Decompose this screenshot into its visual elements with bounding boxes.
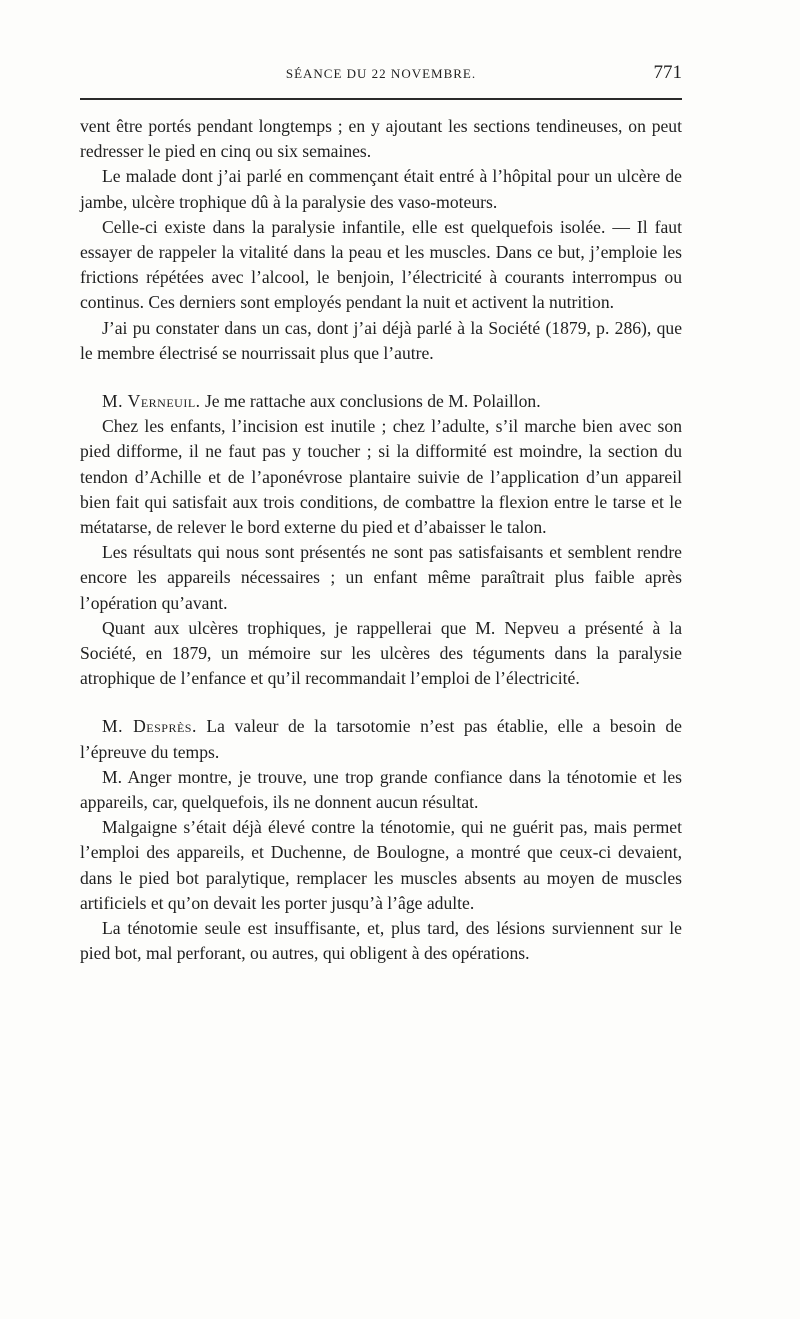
speech-paragraph: [80, 714, 682, 764]
speech-text: La valeur de la tarsotomie n’est pas établie, elle a besoin de l’épreuve du temps.: [80, 716, 682, 762]
running-head: [80, 62, 682, 88]
paragraph: M. Anger montre, je trouve, une trop grande confiance dans la ténotomie et les appareils, car, quelquefois, ils ne donnent aucun résultat.: [80, 766, 682, 813]
running-title: SÉANCE DU 22 NOVEMBRE.: [285, 66, 477, 81]
paragraph: Malgaigne s’était déjà élevé contre la ténotomie, qui ne guérit pas, mais permet l’emploi des appareils, et Duchenne, de Boulogne, a montré que ceux-ci devaient, dans le pied bot paralytique, remplacer les muscles absents au moyen de muscles artificiels et qu’on devait les porter jusqu’à l’âge adulte.: [80, 817, 682, 913]
header-rule: [80, 98, 682, 100]
paragraph: Chez les enfants, l’incision est inutile ; chez l’adulte, s’il marche bien avec son pied difforme, il ne faut pas y toucher ; si la difformité est moindre, la section du tendon d’Achille et de l’aponévrose plantaire suivie de l’application d’un appareil bien fait qui satisfait aux trois conditions, de combattre la flexion entre le tarse et le métatarse, de relever le bord externe du pied et d’abaisser le talon.: [80, 416, 682, 538]
paragraph: Le malade dont j’ai parlé en commençant était entré à l’hôpital pour un ulcère de jambe, ulcère trophique dû à la paralysie des vaso-moteurs.: [80, 166, 682, 212]
speaker-name: M. Verneuil.: [102, 391, 201, 412]
speaker-name: M. Desprès.: [102, 716, 197, 737]
speech-paragraph: [80, 389, 682, 414]
paragraph: La ténotomie seule est insuffisante, et, plus tard, des lésions surviennent sur le pied bot, mal perforant, ou autres, qui obligent à des opérations.: [80, 918, 682, 964]
paragraph: J’ai pu constater dans un cas, dont j’ai déjà parlé à la Société (1879, p. 286), que le membre électrisé se nourrissait plus que l’autre.: [80, 317, 682, 363]
paragraph: Quant aux ulcères trophiques, je rappellerai que M. Nepveu a présenté à la Société, en 1879, un mémoire sur les ulcères des téguments dans la paralysie atrophique de l’enfance et qu’il recommandait l’emploi de l’électricité.: [80, 617, 682, 689]
paragraph: Celle-ci existe dans la paralysie infantile, elle est quelquefois isolée. — Il faut essayer de rappeler la vitalité dans la peau et les muscles. Dans ce but, j’emploie les frictions répétées avec l’alcool, le benjoin, l’électricité à courants interrompus ou continus. Ces derniers sont employés pendant la nuit et activent la nutrition.: [80, 216, 682, 313]
paragraph: Les résultats qui nous sont présentés ne sont pas satisfaisants et semblent rendre encore les appareils nécessaires ; un enfant même paraîtrait plus faible après l’opération qu’avant.: [80, 542, 682, 613]
body-text: [80, 114, 682, 967]
paragraph: vent être portés pendant longtemps ; en y ajoutant les sections tendineuses, on peut redresser le pied en cinq ou six semaines.: [80, 116, 682, 162]
speech-text: Je me rattache aux conclusions de M. Polaillon.: [200, 391, 541, 412]
page-number: 771: [653, 62, 682, 83]
